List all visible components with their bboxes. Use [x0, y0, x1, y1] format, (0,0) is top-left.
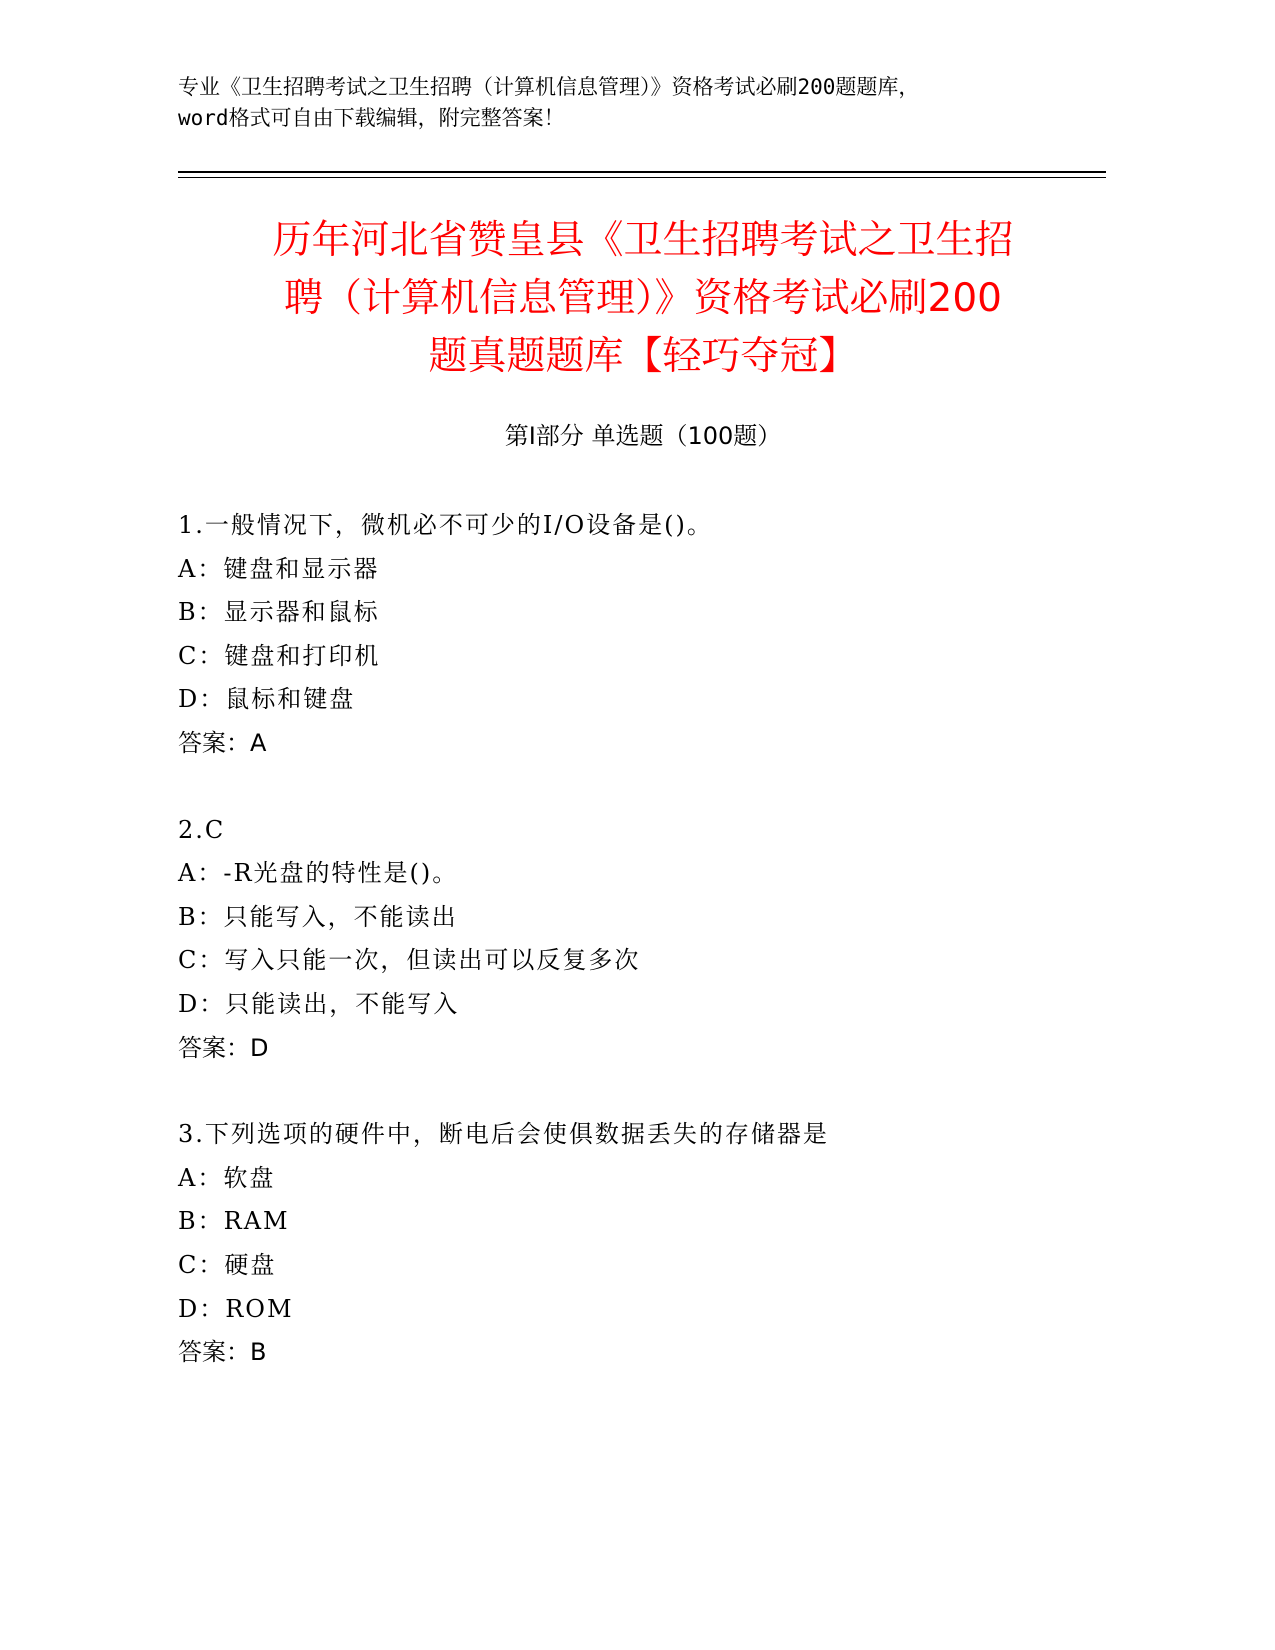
answer-line: 答案：B: [178, 1338, 267, 1367]
title-line-3: 题真题题库【轻巧夺冠】: [428, 334, 858, 379]
answer-line: 答案：A: [178, 728, 267, 757]
question-list: [178, 504, 1108, 1418]
option-b: B：显示器和鼠标: [178, 598, 380, 627]
header-line-1: 专业《卫生招聘考试之卫生招聘（计算机信息管理）》资格考试必刷200题题库，: [178, 75, 920, 99]
option-a: A：键盘和显示器: [178, 554, 380, 583]
header-divider-thick: [178, 171, 1106, 173]
option-b: B：只能写入，不能读出: [178, 902, 458, 931]
option-a: A：-R光盘的特性是()。: [178, 859, 459, 888]
option-c: C：硬盘: [178, 1250, 277, 1279]
document-title: [178, 212, 1108, 386]
option-c: C：键盘和打印机: [178, 641, 381, 670]
option-c: C：写入只能一次，但读出可以反复多次: [178, 946, 641, 975]
document-header-note: [178, 72, 1108, 134]
option-d: D：鼠标和键盘: [178, 685, 356, 714]
option-b: B：RAM: [178, 1207, 290, 1236]
title-line-1: 历年河北省赞皇县《卫生招聘考试之卫生招: [272, 218, 1014, 263]
header-divider-thin: [178, 177, 1106, 178]
option-d: D：ROM: [178, 1294, 294, 1323]
question-item: [178, 504, 1108, 766]
option-d: D：只能读出，不能写入: [178, 989, 460, 1018]
question-stem: 2.C: [178, 815, 226, 844]
option-a: A：软盘: [178, 1163, 276, 1192]
question-stem: 1.一般情况下，微机必不可少的I/O设备是()。: [178, 511, 713, 539]
section-heading: 第Ⅰ部分 单选题（100题）: [504, 422, 782, 450]
question-item: [178, 809, 1108, 1071]
header-line-2: word格式可自由下载编辑，附完整答案！: [178, 106, 565, 130]
title-line-2: 聘（计算机信息管理）》资格考试必刷200: [284, 276, 1002, 321]
answer-line: 答案：D: [178, 1033, 269, 1062]
question-item: [178, 1113, 1108, 1375]
question-stem: 3.下列选项的硬件中，断电后会使俱数据丢失的存储器是: [178, 1120, 829, 1149]
